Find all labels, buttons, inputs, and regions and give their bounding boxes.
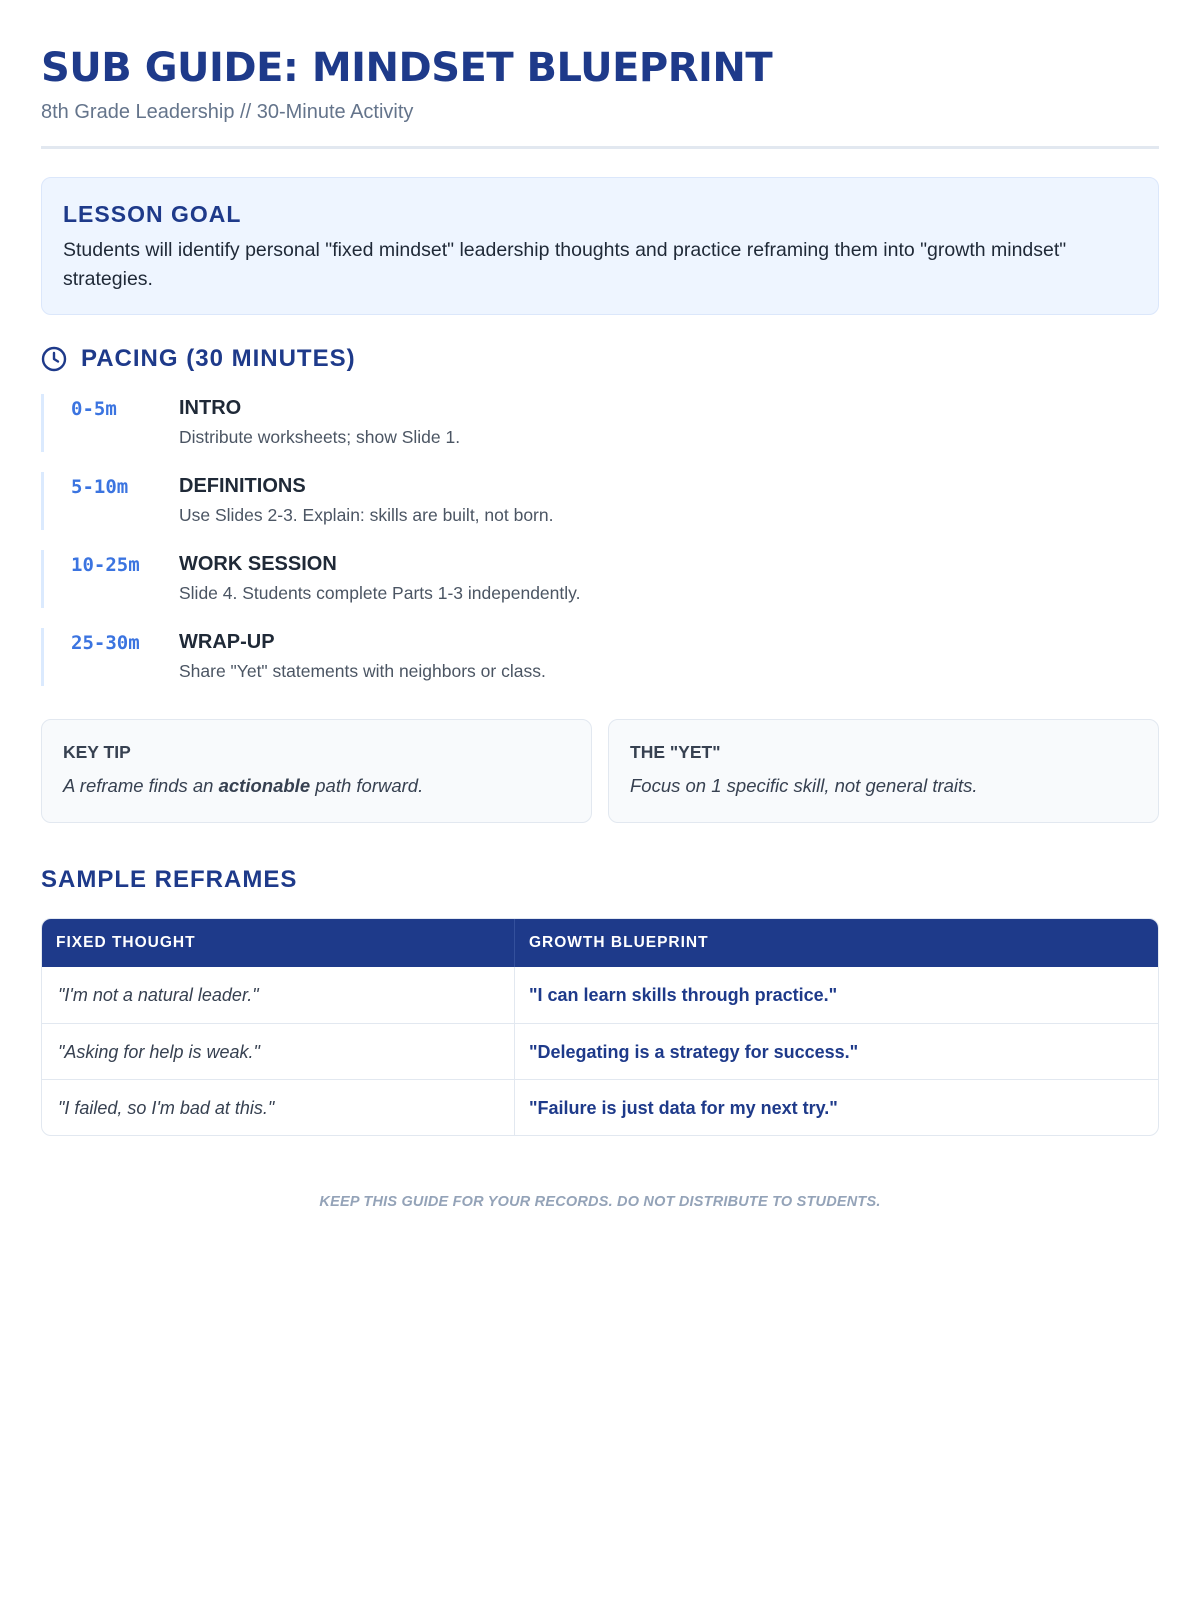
table-row bbox=[42, 967, 1158, 1023]
pacing-item-definitions bbox=[41, 472, 1159, 530]
pacing-item-title: WORK SESSION bbox=[179, 553, 337, 575]
key-tip-card bbox=[41, 719, 592, 823]
pacing-item-wrap-up bbox=[41, 628, 1159, 686]
yet-tip-text: Focus on 1 specific skill, not general traits. bbox=[630, 775, 978, 796]
pacing-list bbox=[41, 394, 1159, 686]
clock-icon bbox=[41, 346, 67, 372]
sample-reframes-title: SAMPLE REFRAMES bbox=[41, 866, 298, 893]
yet-tip-title: THE "YET" bbox=[630, 742, 721, 762]
table-header bbox=[42, 919, 1158, 967]
pacing-content bbox=[179, 472, 553, 530]
page-header bbox=[41, 0, 1159, 149]
table-row bbox=[42, 1023, 1158, 1079]
pacing-time: 10-25m bbox=[71, 554, 140, 576]
pacing-item-title: DEFINITIONS bbox=[179, 475, 306, 497]
pacing-time: 5-10m bbox=[71, 476, 129, 498]
key-tip-text-end: path forward. bbox=[310, 775, 424, 796]
pacing-time: 25-30m bbox=[71, 632, 140, 654]
column-header-growth: GROWTH BLUEPRINT bbox=[529, 934, 709, 951]
pacing-title: PACING (30 MINUTES) bbox=[81, 345, 356, 372]
table-body bbox=[42, 967, 1158, 1135]
pacing-time: 0-5m bbox=[71, 398, 117, 420]
pacing-item-desc: Share "Yet" statements with neighbors or class. bbox=[179, 661, 546, 681]
pacing-item-work-session bbox=[41, 550, 1159, 608]
key-tip-title: KEY TIP bbox=[63, 742, 131, 762]
lesson-goal-title: LESSON GOAL bbox=[63, 201, 242, 227]
key-tip-emphasis: actionable bbox=[218, 775, 311, 796]
pacing-item-desc: Distribute worksheets; show Slide 1. bbox=[179, 427, 461, 447]
pacing-content bbox=[179, 628, 546, 686]
pacing-item-desc: Use Slides 2-3. Explain: skills are built, not born. bbox=[179, 505, 554, 525]
yet-tip-card bbox=[608, 719, 1159, 823]
pacing-item-intro bbox=[41, 394, 1159, 452]
fixed-thought-cell: "I failed, so I'm bad at this." bbox=[42, 1080, 515, 1135]
key-tip-text bbox=[63, 773, 570, 799]
pacing-item-title: WRAP-UP bbox=[179, 631, 275, 653]
pacing-header bbox=[41, 343, 1159, 375]
tips-row bbox=[41, 719, 1159, 823]
lesson-goal-box bbox=[41, 177, 1159, 315]
footer-note: KEEP THIS GUIDE FOR YOUR RECORDS. DO NOT DISTRIBUTE TO STUDENTS. bbox=[319, 1194, 881, 1210]
growth-blueprint-cell: "Failure is just data for my next try." bbox=[529, 1098, 838, 1118]
page-title: SUB GUIDE: MINDSET BLUEPRINT bbox=[41, 45, 773, 91]
pacing-content bbox=[179, 550, 580, 608]
page-subtitle: 8th Grade Leadership // 30-Minute Activity bbox=[41, 101, 414, 123]
table-row bbox=[42, 1079, 1158, 1135]
reframes-table bbox=[41, 918, 1159, 1136]
pacing-item-title: INTRO bbox=[179, 397, 242, 419]
fixed-thought-cell: "Asking for help is weak." bbox=[42, 1024, 515, 1079]
growth-blueprint-cell: "I can learn skills through practice." bbox=[529, 985, 838, 1005]
lesson-goal-text: Students will identify personal "fixed mindset" leadership thoughts and practice reframing them into "growth mindset" strategies. bbox=[63, 239, 1067, 290]
pacing-content bbox=[179, 394, 460, 452]
fixed-thought-cell: "I'm not a natural leader." bbox=[42, 967, 515, 1023]
growth-blueprint-cell: "Delegating is a strategy for success." bbox=[529, 1042, 859, 1062]
pacing-item-desc: Slide 4. Students complete Parts 1-3 independently. bbox=[179, 583, 581, 603]
key-tip-text-start: A reframe finds an bbox=[63, 775, 219, 796]
column-header-fixed: FIXED THOUGHT bbox=[42, 919, 515, 967]
